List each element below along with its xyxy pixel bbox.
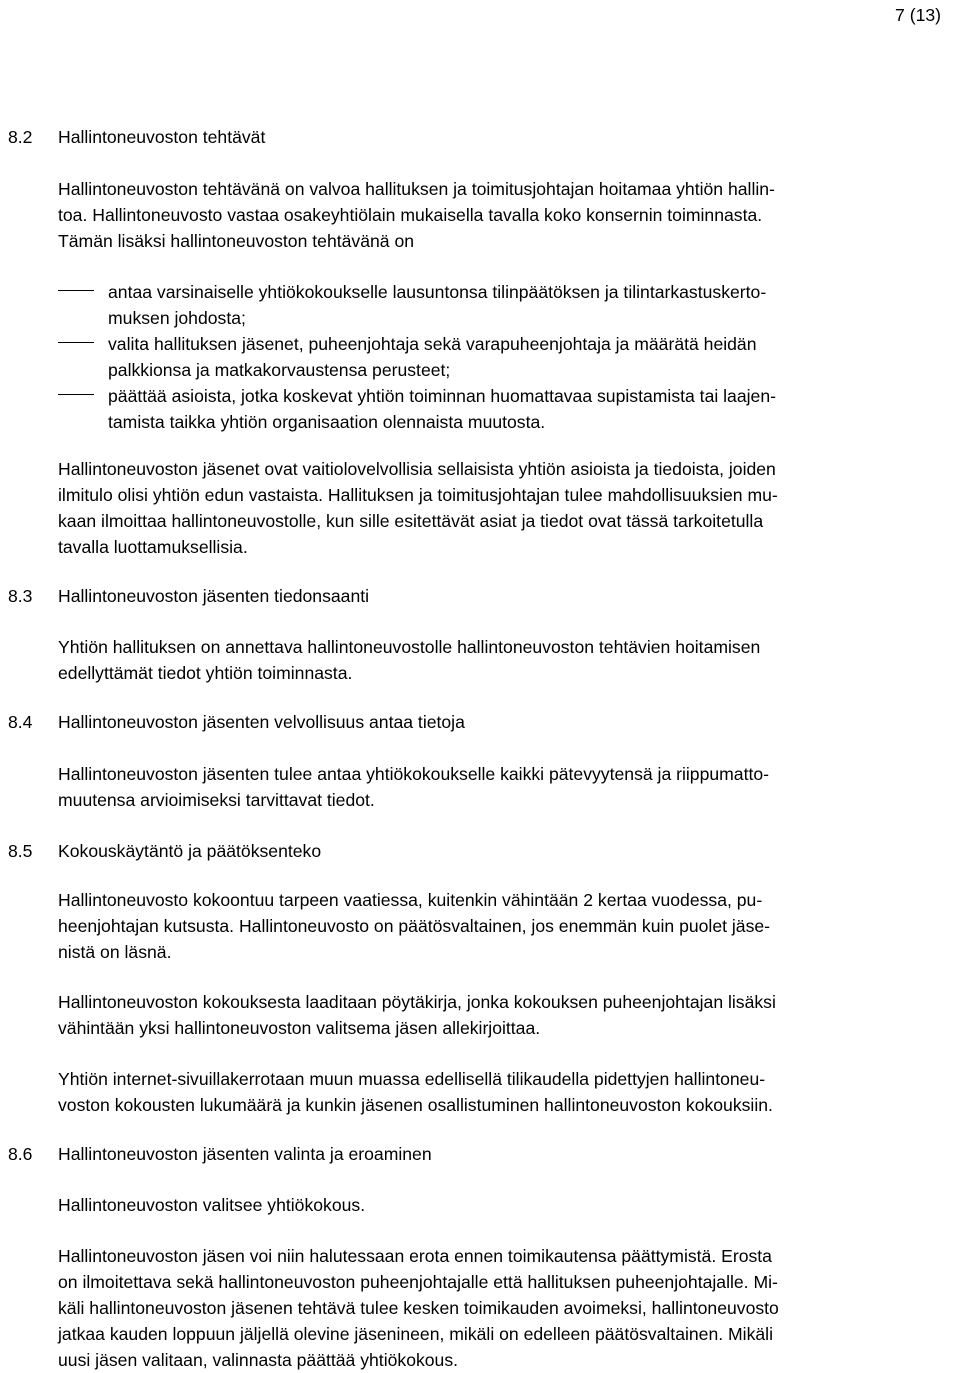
paragraph-line: Yhtiön internet-sivuillakerrotaan muun muassa edellisellä tilikaudella pidettyjen hallintoneu- [58, 1069, 766, 1089]
paragraph-line: käli hallintoneuvoston jäsenen tehtävä tulee kesken toimikauden avoimeksi, hallintoneuvosto [58, 1298, 779, 1318]
paragraph-line: Hallintoneuvoston jäsenten tulee antaa yhtiökokoukselle kaikki pätevyytensä ja riippumatto- [58, 764, 770, 784]
paragraph-line: Tämän lisäksi hallintoneuvoston tehtävänä on [58, 231, 415, 251]
paragraph-line: edellyttämät tiedot yhtiön toiminnasta. [58, 663, 353, 683]
paragraph-line: jatkaa kauden loppuun jäljellä olevine jäsenineen, mikäli on edelleen päätösvaltainen. Mikäli [58, 1324, 773, 1344]
paragraph-line: ilmitulo olisi yhtiön edun vastaista. Hallituksen ja toimitusjohtajan tulee mahdollisuuksien mu- [58, 485, 778, 505]
paragraph-line: Hallintoneuvoston valitsee yhtiökokous. [58, 1195, 366, 1215]
paragraph-line: tavalla luottamuksellisia. [58, 537, 248, 557]
paragraph-line: toa. Hallintoneuvosto vastaa osakeyhtiölain mukaisella tavalla koko konsernin toiminnasta. [58, 205, 763, 225]
bullet-line: palkkionsa ja matkakorvaustensa perusteet; [108, 360, 451, 380]
bullet-line: antaa varsinaiselle yhtiökokoukselle lausuntonsa tilinpäätöksen ja tilintarkastuskerto- [108, 282, 767, 302]
bullet-line: valita hallituksen jäsenet, puheenjohtaja sekä varapuheenjohtaja ja määrätä heidän [108, 334, 757, 354]
dash-marker [58, 342, 94, 343]
section-number: 8.6 [8, 1144, 33, 1164]
section-title: Hallintoneuvoston jäsenten tiedonsaanti [58, 586, 370, 606]
bullet-line: päättää asioista, jotka koskevat yhtiön toiminnan huomattavaa supistamista tai laajen- [108, 386, 776, 406]
section-title: Hallintoneuvoston jäsenten valinta ja eroaminen [58, 1144, 432, 1164]
paragraph-line: on ilmoitettava sekä hallintoneuvoston puheenjohtajalle että hallituksen puheenjohtajalle. Mi- [58, 1272, 778, 1292]
paragraph-line: Hallintoneuvoston kokouksesta laaditaan pöytäkirja, jonka kokouksen puheenjohtajan lisäksi [58, 992, 776, 1012]
paragraph-line: Hallintoneuvosto kokoontuu tarpeen vaatiessa, kuitenkin vähintään 2 kertaa vuodessa, pu- [58, 890, 763, 910]
paragraph-line: Hallintoneuvoston jäsenet ovat vaitiolovelvollisia sellaisista yhtiön asioista ja tiedoista, joiden [58, 459, 776, 479]
section-number: 8.2 [8, 127, 33, 147]
section-number: 8.4 [8, 712, 33, 732]
paragraph-line: Hallintoneuvoston tehtävänä on valvoa hallituksen ja toimitusjohtajan hoitamaa yhtiön hallin- [58, 179, 775, 199]
section-title: Kokouskäytäntö ja päätöksenteko [58, 841, 322, 861]
paragraph-line: Yhtiön hallituksen on annettava hallintoneuvostolle hallintoneuvoston tehtävien hoitamisen [58, 637, 761, 657]
section-number: 8.5 [8, 841, 33, 861]
section-title: Hallintoneuvoston tehtävät [58, 127, 266, 147]
paragraph-line: heenjohtajan kutsusta. Hallintoneuvosto on päätösvaltainen, jos enemmän kuin puolet jäse- [58, 916, 771, 936]
dash-marker [58, 394, 94, 395]
section-title: Hallintoneuvoston jäsenten velvollisuus antaa tietoja [58, 712, 465, 732]
paragraph-line: uusi jäsen valitaan, valinnasta päättää yhtiökokous. [58, 1350, 459, 1370]
paragraph-line: kaan ilmoittaa hallintoneuvostolle, kun sille esitettävät asiat ja tiedot ovat tässä tarkoitetulla [58, 511, 764, 531]
paragraph-line: Hallintoneuvoston jäsen voi niin halutessaan erota ennen toimikautensa päättymistä. Erosta [58, 1246, 772, 1266]
paragraph-line: nistä on läsnä. [58, 942, 172, 962]
bullet-line: muksen johdosta; [108, 308, 246, 328]
paragraph-line: vähintään yksi hallintoneuvoston valitsema jäsen allekirjoittaa. [58, 1018, 541, 1038]
bullet-line: tamista taikka yhtiön organisaation olennaista muutosta. [108, 412, 546, 432]
paragraph-line: muutensa arvioimiseksi tarvittavat tiedot. [58, 790, 375, 810]
section-number: 8.3 [8, 586, 33, 606]
paragraph-line: voston kokousten lukumäärä ja kunkin jäsenen osallistuminen hallintoneuvoston kokouksiin. [58, 1095, 773, 1115]
dash-marker [58, 290, 94, 291]
page-number: 7 (13) [895, 5, 941, 25]
